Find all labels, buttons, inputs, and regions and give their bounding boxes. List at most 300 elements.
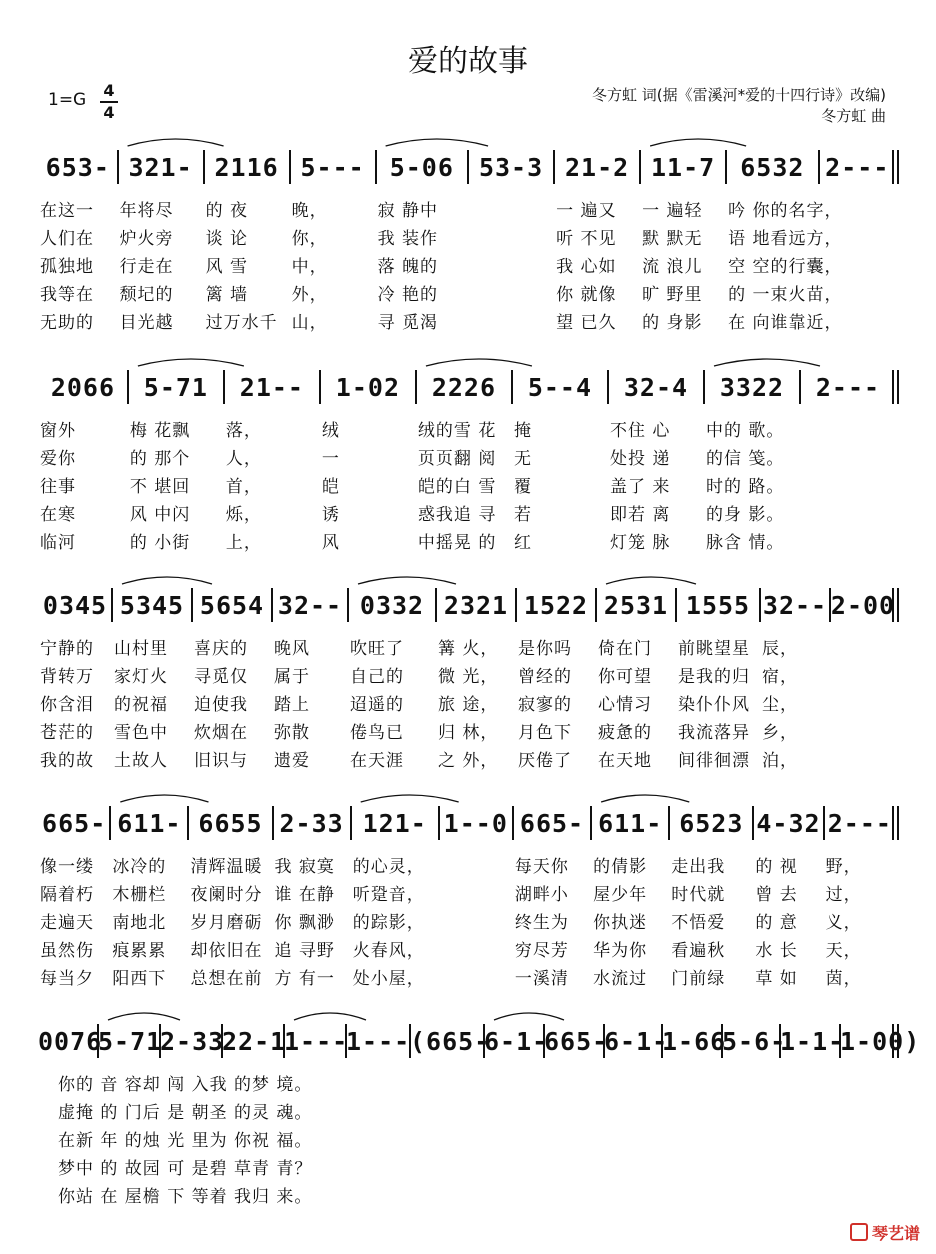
lyric-segment: 夜阑时分 [190,885,263,905]
lyric-segment: 像一缕 [40,857,94,877]
measure: 653- [45,153,110,182]
lyric-segment: 土故人 [114,751,168,771]
measure: 5345 [119,591,185,620]
slur [386,139,488,146]
lyric-segment: 你的 音 容却 闯 入我 的梦 境。 [58,1075,313,1095]
lyric-segment: 晚， [291,201,328,221]
lyric-segment: 梦中 的 故园 可 是碧 草青 青？ [58,1159,313,1179]
lyric-line [36,528,896,554]
lyric-segment: 倚在门 [598,639,652,659]
lyric-line [36,718,896,744]
lyric-segment: 烁， [225,505,262,525]
measure: 6-1- [604,1027,669,1056]
lyric-segment: 行走在 [119,257,174,277]
lyric-line [36,280,896,306]
lyric-segment: 盖了 来 [609,477,671,497]
measure: 665- [42,809,107,838]
measure: 2531 [603,591,669,620]
lyric-segment: 追 寻野 [274,941,335,961]
measure: 2226 [431,373,497,402]
lyric-line [36,936,896,962]
lyric-line [36,1098,896,1124]
music-system [0,148,936,333]
lyric-segment: 自己的 [350,667,404,687]
lyric-segment: 绒的雪 花 [417,421,497,441]
lyric-segment: 虚掩 的 门后 是 朝圣 的灵 魂。 [58,1103,313,1123]
lyric-segment: 终生为 [514,913,569,933]
lyric-segment: 过， [825,885,862,905]
slur [714,359,820,366]
lyric-segment: 火春风， [352,941,425,961]
lyric-segment: 即若 离 [609,505,671,525]
lyric-segment: 厌倦了 [518,751,572,771]
measure: 121- [362,809,427,838]
slur [426,359,532,366]
lyric-segment: 孤独地 [40,257,94,277]
measure: 32-4 [623,373,689,402]
slur [120,795,208,802]
lyric-segment: 寻 觅渴 [377,313,438,333]
measure: 1522 [523,591,589,620]
lyric-segment: 在天地 [598,751,652,771]
lyric-segment: 听跫音， [352,885,425,905]
lyric-segment: 家灯火 [114,667,168,687]
lyric-segment: 的倩影 [593,857,648,877]
measure: 53-3 [478,153,544,182]
lyric-segment: 不悟爱 [671,913,726,933]
lyric-segment: 每当夕 [40,969,94,989]
measure: 3322 [719,373,785,402]
lyric-segment: 曾 去 [755,885,798,905]
lyric-line [36,908,896,934]
lyric-line [36,964,896,990]
measure: 1--- [346,1027,411,1056]
measure: 0076 [38,1027,103,1056]
notation-row [38,804,896,844]
lyric-segment: 的 一束火苗， [728,285,843,305]
slur [650,139,746,146]
lyric-segment: 冷 艳的 [377,285,438,305]
song-title: 爱的故事 [408,44,528,79]
lyric-segment: 晚风 [274,639,310,659]
measure: 22-1 [222,1027,287,1056]
lyric-segment: 阳西下 [112,969,167,989]
lyric-segment: 在天涯 [350,751,404,771]
lyric-segment: 草 如 [755,969,798,989]
lyric-segment: 我流落异 [678,723,750,743]
lyric-segment: 微 光， [438,667,499,687]
lyric-segment: 湖畔小 [514,885,569,905]
measure: 611- [598,809,663,838]
lyric-segment: 方 有一 [274,969,335,989]
measure: 5--4 [527,373,593,402]
lyric-segment: 归 林， [438,723,499,743]
measure: 1-02 [335,373,401,402]
time-signature [100,82,118,122]
lyric-line [36,880,896,906]
lyric-segment: 山村里 [114,639,168,659]
lyric-segment: 背转万 [40,667,94,687]
lyric-segment: 走出我 [671,857,726,877]
measure: 2116 [214,153,279,182]
measure: 6655 [198,809,263,838]
lyric-segment: 的 身影 [642,313,703,333]
lyric-segment: 看遍秋 [671,941,726,961]
lyric-line [36,1182,896,1208]
lyric-line [36,308,896,334]
lyric-segment: 义， [825,913,862,933]
measure: 1555 [685,591,751,620]
lyric-segment: 听 不见 [556,229,617,249]
measure: 0332 [359,591,425,620]
lyric-segment: 一溪清 [514,969,569,989]
lyric-line [36,746,896,772]
lyric-segment: 时的 路。 [705,477,785,497]
measure: 1-1- [780,1027,845,1056]
measure: 2--- [825,153,890,182]
lyric-segment: 掩 [513,421,532,441]
lyric-segment: 红 [513,533,532,553]
lyric-segment: 处投 递 [609,449,671,469]
lyric-segment: 野， [825,857,862,877]
lyric-segment: 中的 歌。 [705,421,785,441]
lyric-segment: 人， [225,449,262,469]
lyric-segment: 目光越 [119,313,174,333]
slur [601,795,689,802]
lyric-segment: 旧识与 [194,751,248,771]
measure: 21-2 [564,153,630,182]
lyric-segment: 年将尽 [119,201,174,221]
lyric-segment: 你 飘渺 [274,913,335,933]
measure: 321- [128,153,193,182]
lyric-segment: 不住 心 [609,421,671,441]
lyric-segment: 隔着朽 [40,885,94,905]
lyric-segment: 覆 [513,477,532,497]
measure: 5--- [300,153,365,182]
slur [138,359,244,366]
lyric-segment: 望 已久 [556,313,617,333]
lyric-segment: 颓圮的 [119,285,174,305]
lyric-segment: 的信 笺。 [705,449,785,469]
lyric-segment: 你执迷 [593,913,648,933]
lyric-segment: 谈 论 [205,229,248,249]
lyric-segment: 的踪影， [352,913,425,933]
notation-row [38,368,896,408]
lyric-segment: 时代就 [671,885,726,905]
lyric-segment: 爱你 [40,449,76,469]
lyric-segment: 木栅栏 [112,885,167,905]
lyric-segment: 遗爱 [274,751,310,771]
measure: 1-00) [840,1027,921,1056]
lyric-segment: 心情习 [598,695,652,715]
slur [128,139,224,146]
lyric-segment: 是你吗 [518,639,572,659]
measure: 32-- [762,591,828,620]
lyric-segment: 踏上 [274,695,310,715]
lyric-segment: 无 [513,449,532,469]
lyric-line [36,196,896,222]
watermark [850,1221,920,1244]
lyric-segment: 绒 [321,421,340,441]
lyric-segment: 天， [825,941,862,961]
lyric-segment: 南地北 [112,913,167,933]
slur-layer [38,132,936,156]
slur [361,795,459,802]
lyric-segment: 之 外， [438,751,499,771]
watermark-text: 琴艺谱 [871,1224,920,1243]
lyric-segment: 篱 墙 [205,285,248,305]
lyric-segment: 月色下 [518,723,572,743]
measure: 2--- [827,809,892,838]
lyric-segment: 雪色中 [114,723,168,743]
lyric-segment: 无助的 [40,313,94,333]
key-signature: 1=G [48,90,87,110]
lyric-segment: 上， [225,533,262,553]
lyric-segment: 空 空的行囊， [728,257,843,277]
measure: 1-66 [662,1027,727,1056]
lyric-segment: 迢遥的 [350,695,404,715]
lyric-segment: 乡， [762,723,798,743]
lyric-segment: 间徘徊漂 [678,751,750,771]
lyric-segment: 总想在前 [190,969,263,989]
slur [358,577,456,584]
lyric-segment: 虽然伤 [40,941,94,961]
time-signature-top: 4 [103,81,115,100]
lyric-segment: 走遍天 [40,913,94,933]
lyric-segment: 处小屋， [352,969,425,989]
lyric-segment: 辰， [762,639,798,659]
slur-layer [38,1006,936,1030]
lyric-segment: 灯笼 脉 [609,533,671,553]
measure: 5-71 [98,1027,163,1056]
lyric-segment: 寂 静中 [377,201,438,221]
lyric-segment: 尘， [762,695,798,715]
lyric-segment: 若 [513,505,532,525]
lyric-segment: 染仆仆风 [678,695,750,715]
lyric-segment: 迫使我 [194,695,248,715]
notation-row [38,586,896,626]
lyric-segment: 在新 年 的烛 光 里为 你祝 福。 [58,1131,313,1151]
measure: 4-32 [756,809,821,838]
lyric-line [36,690,896,716]
measure: 6523 [679,809,744,838]
lyric-segment: 皑的白 雪 [417,477,497,497]
lyric-line [36,1154,896,1180]
lyric-line [36,500,896,526]
measure: 665- [544,1027,609,1056]
lyric-segment: 冰冷的 [112,857,167,877]
lyric-segment: 吹旺了 [350,639,404,659]
lyric-line [36,662,896,688]
lyric-segment: 痕累累 [112,941,167,961]
lyric-segment: 中摇晃 的 [417,533,497,553]
lyric-segment: 诱 [321,505,340,525]
measure: 5-71 [143,373,208,402]
lyric-segment: 的 小街 [129,533,191,553]
lyric-segment: 外， [291,285,328,305]
lyric-segment: 水 长 [755,941,798,961]
lyric-line [36,224,896,250]
lyric-segment: 一 [321,449,340,469]
lyric-segment: 风 [321,533,340,553]
lyric-segment: 脉含 情。 [705,533,785,553]
lyric-segment: 的心灵， [352,857,425,877]
lyric-segment: 默 默无 [642,229,703,249]
lyric-segment: 的 那个 [129,449,191,469]
lyric-segment: 你含泪 [40,695,94,715]
lyric-segment: 过万水千 [205,313,278,333]
slur [294,1013,366,1020]
measure: 1--- [284,1027,349,1056]
lyric-segment: 却依旧在 [190,941,263,961]
lyric-segment: 炉火旁 [119,229,174,249]
lyric-segment: 人们在 [40,229,94,249]
lyric-segment: 我的故 [40,751,94,771]
lyric-segment: 倦鸟已 [350,723,404,743]
lyric-line [36,634,896,660]
lyric-segment: 穷尽芳 [514,941,569,961]
lyric-segment: 每天你 [514,857,569,877]
lyric-segment: 页页翻 阅 [417,449,497,469]
slur-layer [38,788,936,812]
lyric-segment: 前眺望星 [678,639,750,659]
lyric-segment: 不 堪回 [129,477,191,497]
slur [108,1013,180,1020]
lyric-segment: 在寒 [40,505,76,525]
measure: 611- [117,809,182,838]
lyric-segment: 你 就像 [556,285,617,305]
measure: 5654 [199,591,265,620]
lyric-segment: 语 地看远方， [728,229,843,249]
measure: 11-7 [650,153,716,182]
measure: 6-1- [484,1027,549,1056]
lyric-segment: 旅 途， [438,695,499,715]
lyric-segment: 中， [291,257,328,277]
lyric-segment: 的 视 [755,857,798,877]
lyric-segment: 在这一 [40,201,94,221]
lyric-segment: 茵， [825,969,862,989]
lyric-segment: 梅 花飘 [129,421,191,441]
lyric-segment: 水流过 [593,969,648,989]
composer-credit: 冬方虹 曲 [821,107,886,125]
lyric-segment: 篝 火， [438,639,499,659]
lyric-line [36,1126,896,1152]
lyric-segment: 风 雪 [205,257,248,277]
lyric-segment: 曾经的 [518,667,572,687]
lyric-segment: 的祝福 [114,695,168,715]
measure: 0345 [42,591,108,620]
music-system [0,1022,936,1207]
lyric-segment: 炊烟在 [194,723,248,743]
measure: 6532 [740,153,805,182]
slur [606,577,696,584]
lyric-line [36,852,896,878]
lyric-segment: 惑我追 寻 [417,505,497,525]
lyric-segment: 喜庆的 [194,639,248,659]
lyric-segment: 我 寂寞 [274,857,335,877]
measure: 2321 [443,591,509,620]
lyric-segment: 是我的归 [678,667,750,687]
lyric-segment: 的 意 [755,913,798,933]
lyric-segment: 我 装作 [377,229,438,249]
slur [122,577,212,584]
lyric-segment: 清辉温暖 [190,857,263,877]
notation-row [38,1022,921,1062]
lyric-segment: 你站 在 屋檐 下 等着 我归 来。 [58,1187,313,1207]
lyric-segment: 屋少年 [593,885,648,905]
measure: 5-6- [722,1027,787,1056]
lyric-segment: 寂寥的 [518,695,572,715]
lyric-segment: 的 夜 [205,201,248,221]
measure: (665- [410,1027,491,1056]
lyric-segment: 宁静的 [40,639,94,659]
lyric-segment: 弥散 [274,723,310,743]
lyric-segment: 在 向谁靠近， [728,313,843,333]
measure: 5-06 [389,153,454,182]
lyric-segment: 疲惫的 [598,723,652,743]
music-system [0,586,936,771]
lyric-segment: 临河 [40,533,76,553]
measure: 2-33 [279,809,344,838]
lyric-segment: 你， [291,229,328,249]
lyric-segment: 窗外 [40,421,76,441]
lyric-line [36,472,896,498]
time-signature-bottom: 4 [103,103,115,122]
measure: 2066 [50,373,116,402]
music-system [0,804,936,989]
lyric-segment: 宿， [762,667,798,687]
lyric-line [36,1070,896,1096]
lyric-segment: 一 遍又 [556,201,617,221]
lyric-segment: 我等在 [40,285,94,305]
lyric-segment: 一 遍轻 [642,201,703,221]
slur-layer [38,352,936,376]
lyric-segment: 吟 你的名字， [728,201,843,221]
measure: 32-- [277,591,343,620]
logo-icon [850,1223,868,1241]
lyric-segment: 山， [291,313,328,333]
lyric-segment: 属于 [274,667,310,687]
lyric-segment: 风 中闪 [129,505,191,525]
lyric-line [36,444,896,470]
lyric-segment: 首， [225,477,262,497]
lyric-segment: 门前绿 [671,969,726,989]
measure: 2-00 [830,591,896,620]
lyric-line [36,416,896,442]
slur [494,1013,564,1020]
lyric-segment: 往事 [40,477,76,497]
lyric-segment: 皑 [321,477,340,497]
lyric-segment: 寻觅仅 [194,667,248,687]
measure: 1--0 [443,809,508,838]
lyricist-credit: 冬方虹 词(据《雷溪河*爱的十四行诗》改编) [592,86,886,104]
notation-row [38,148,896,188]
lyric-segment: 我 心如 [556,257,617,277]
music-system [0,368,936,553]
lyric-segment: 谁 在静 [274,885,335,905]
measure: 2-33 [160,1027,225,1056]
lyric-segment: 落， [225,421,262,441]
lyric-segment: 落 魄的 [377,257,438,277]
lyric-line [36,252,896,278]
lyric-segment: 泊， [762,751,798,771]
measure: 2--- [815,373,881,402]
measure: 21-- [239,373,304,402]
lyric-segment: 你可望 [598,667,652,687]
lyric-segment: 流 浪儿 [642,257,703,277]
lyric-segment: 苍茫的 [40,723,94,743]
lyric-segment: 华为你 [593,941,648,961]
